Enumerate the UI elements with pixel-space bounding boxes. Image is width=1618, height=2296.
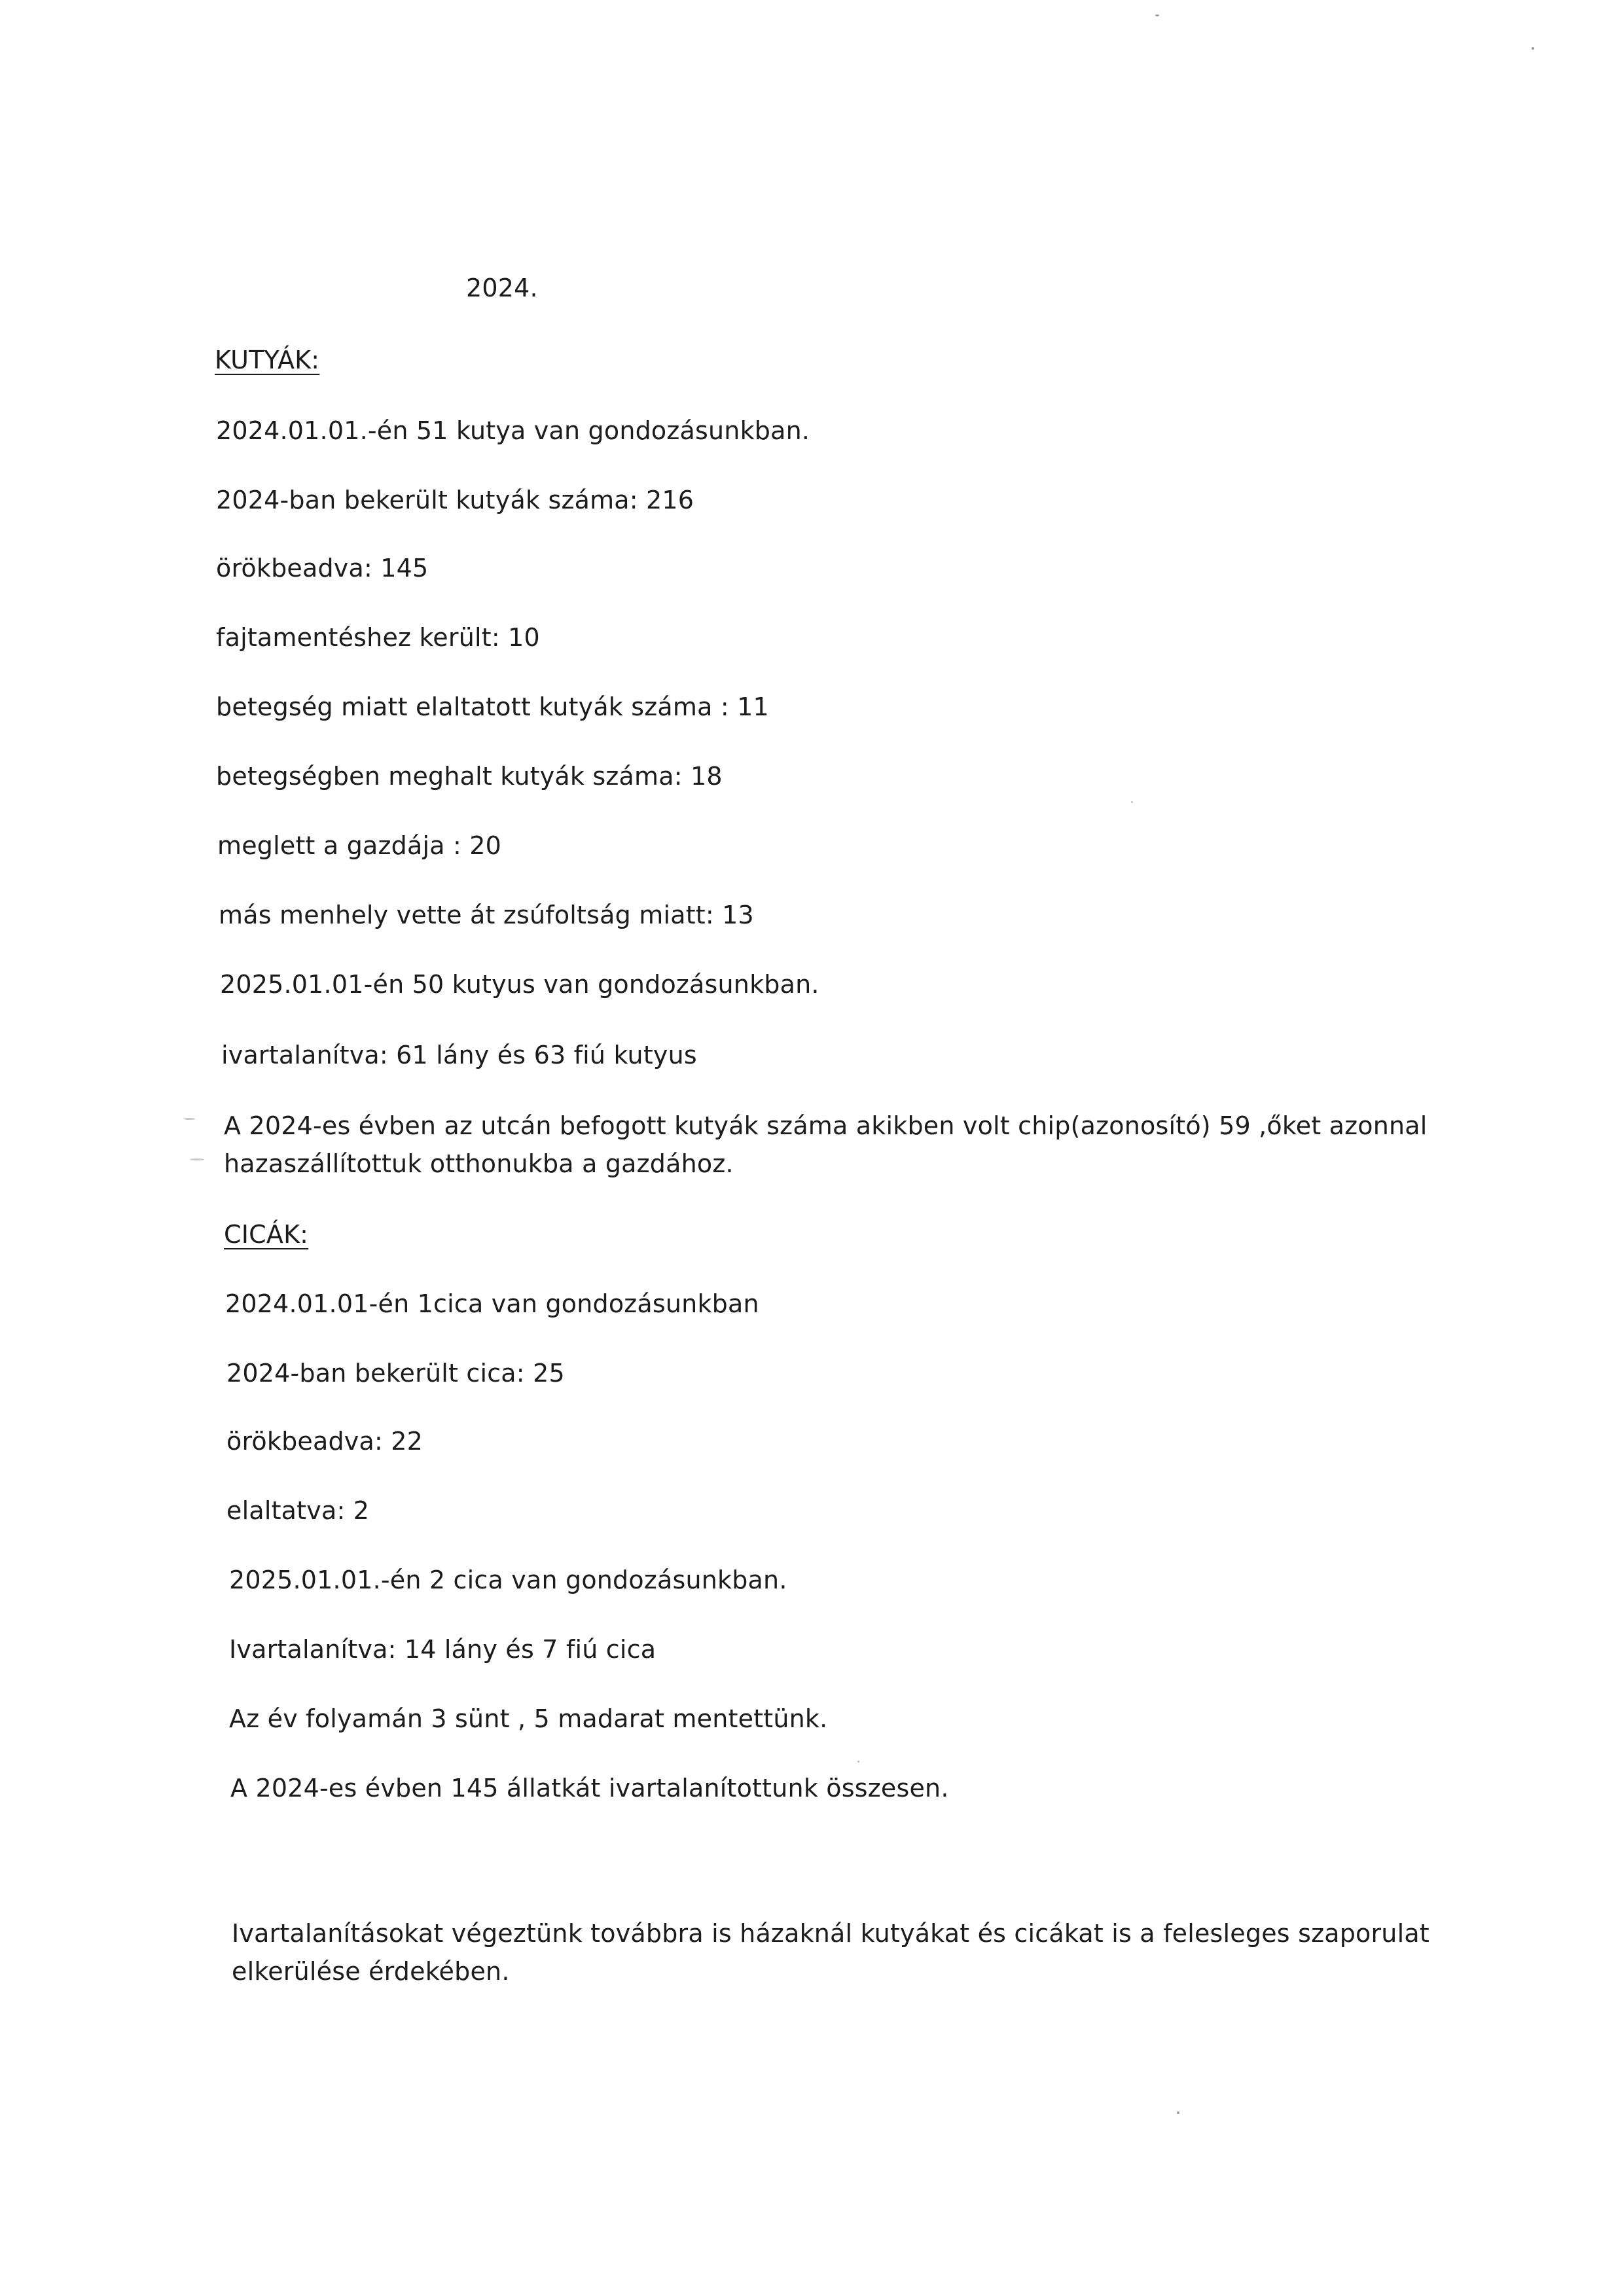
dogs-line: örökbeadva: 145 [216, 554, 429, 583]
dogs-heading: KUTYÁK: [215, 346, 320, 374]
dogs-line: betegség miatt elaltatott kutyák száma : 11 [216, 692, 769, 721]
dogs-chip-note-line: hazaszállítottuk otthonukba a gazdához. [224, 1149, 734, 1178]
dogs-line: más menhely vette át zsúfoltság miatt: 13 [219, 901, 754, 929]
scan-speck [183, 1118, 195, 1120]
cats-line: örökbeadva: 22 [226, 1427, 423, 1456]
scan-speck [857, 1761, 859, 1763]
dogs-line: 2025.01.01-én 50 kutyus van gondozásunkban. [220, 970, 819, 999]
cats-line: Ivartalanítva: 14 lány és 7 fiú cica [229, 1635, 656, 1664]
cats-line: elaltatva: 2 [226, 1496, 370, 1525]
cats-line: 2025.01.01.-én 2 cica van gondozásunkban. [229, 1566, 787, 1594]
cats-line: 2024-ban bekerült cica: 25 [226, 1359, 565, 1388]
cats-heading: CICÁK: [224, 1220, 309, 1249]
closing-line: Ivartalanításokat végeztünk továbbra is házaknál kutyákat és cicákat is a felesleges szaporulat [232, 1919, 1429, 1948]
scan-speck [1532, 47, 1534, 50]
scan-speck [1177, 2111, 1179, 2114]
closing-line: elkerülése érdekében. [232, 1957, 510, 1986]
scan-speck [190, 1158, 204, 1160]
dogs-line: betegségben meghalt kutyák száma: 18 [216, 762, 723, 791]
scan-speck [1131, 801, 1133, 803]
dogs-line: ivartalanítva: 61 lány és 63 fiú kutyus [221, 1041, 697, 1069]
dogs-chip-note-line: A 2024-es évben az utcán befogott kutyák száma akikben volt chip(azonosító) 59 ,őket azonnal [224, 1111, 1428, 1140]
scan-speck [1155, 14, 1159, 16]
dogs-line: 2024-ban bekerült kutyák száma: 216 [216, 486, 694, 514]
dogs-line: meglett a gazdája : 20 [217, 831, 502, 860]
document-year: 2024. [466, 274, 538, 302]
cats-line: 2024.01.01-én 1cica van gondozásunkban [225, 1289, 759, 1318]
cats-line: A 2024-es évben 145 állatkát ivartalanítottunk összesen. [230, 1774, 949, 1803]
dogs-line: fajtamentéshez került: 10 [216, 623, 540, 652]
cats-line: Az év folyamán 3 sünt , 5 madarat mentettünk. [229, 1704, 828, 1733]
dogs-line: 2024.01.01.-én 51 kutya van gondozásunkban. [216, 416, 810, 445]
